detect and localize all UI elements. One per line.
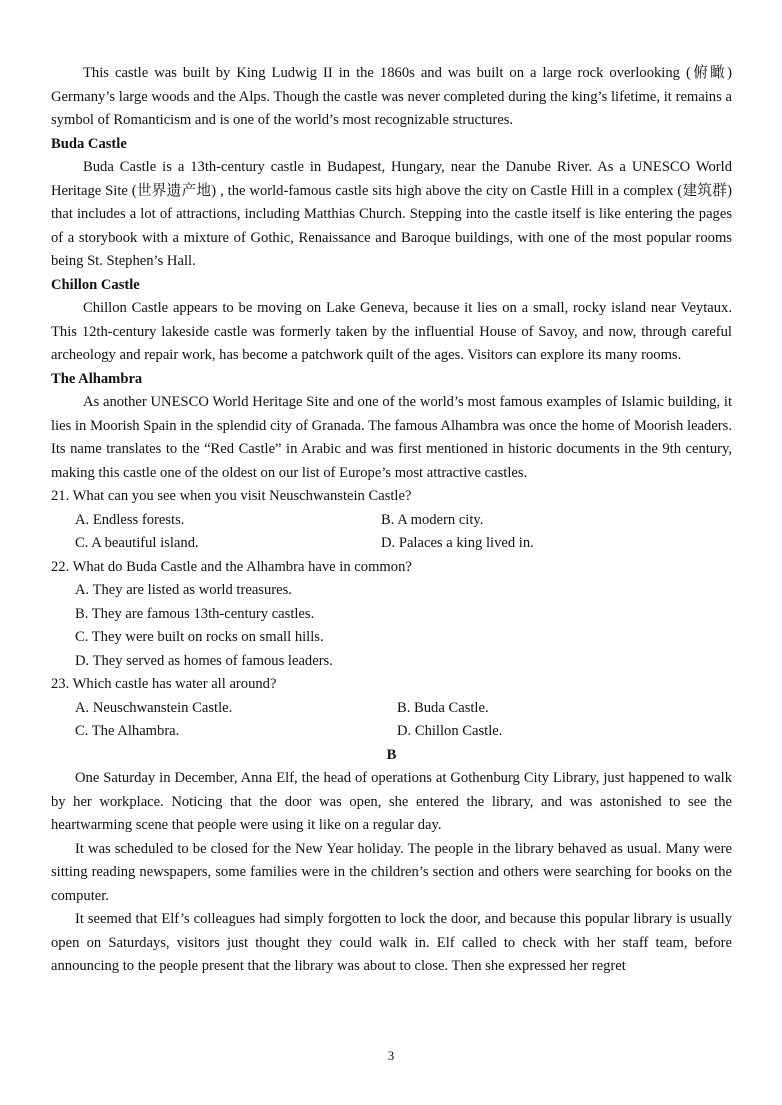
question-21-options	[51, 509, 732, 556]
option-23-d: D. Chillon Castle.	[397, 723, 503, 739]
page-number: 3	[387, 1048, 395, 1063]
section-text-chillon: Chillon Castle appears to be moving on Lake Geneva, because it lies on a small, rocky island near Veytaux. This 12th-century lakeside castle was formerly taken by the influential House of Savoy, and now, through careful archeology and repair work, has become a patchwork quilt of the ages. Visitors can explore its many rooms.	[51, 300, 732, 363]
section-text-buda: Buda Castle is a 13th-century castle in Budapest, Hungary, near the Danube River. As a UNESCO World Heritage Site (世界遗产地) , the world-famous castle sits high above the city on Castle Hill in a complex (建筑群) that includes a lot of attractions, including Matthias Church. Stepping into the castle itself is like entering the pages of a storybook with a mixture of Gothic, Renaissance and Baroque buildings, with one of the most popular rooms being St. Stephen’s Hall.	[51, 159, 732, 269]
question-23: 23. Which castle has water all around?	[51, 676, 277, 692]
section-text-alhambra: As another UNESCO World Heritage Site and one of the world’s most famous examples of Islamic building, it lies in Moorish Spain in the splendid city of Granada. The famous Alhambra was once the home of Moorish leaders. Its name translates to the “Red Castle” in Arabic and was first mentioned in historic documents in the 9th century, making this castle one of the oldest on our list of Europe’s most attractive castles.	[51, 394, 732, 481]
passage-b-letter: B	[386, 746, 397, 763]
question-22-options	[51, 579, 732, 673]
section-heading-buda: Buda Castle	[51, 135, 127, 152]
passage-b-paragraph-2: It was scheduled to be closed for the New Year holiday. The people in the library behaved as usual. Many were sitting reading newspapers, some families were in the children’s section and others were searching for books on the computer.	[51, 840, 732, 904]
option-23-a: A. Neuschwanstein Castle.	[75, 699, 233, 716]
passage-b-paragraph-1: One Saturday in December, Anna Elf, the head of operations at Gothenburg City Library, just happened to walk by her workplace. Noticing that the door was open, she entered the library, and was astonished to see the heartwarming scene that people were using it like on a regular day.	[51, 770, 732, 833]
passage-b-paragraph-3: It seemed that Elf’s colleagues had simply forgotten to lock the door, and because this popular library is usually open on Saturdays, visitors just thought they could walk in. Elf called to check with her staff team, before announcing to the people present that the library was about to close. Then she expressed her regret	[51, 911, 732, 974]
question-22: 22. What do Buda Castle and the Alhambra have in common?	[51, 558, 412, 575]
option-22-a: A. They are listed as world treasures.	[75, 582, 292, 598]
option-22-c: C. They were built on rocks on small hills.	[75, 629, 324, 645]
option-22-b: B. They are famous 13th-century castles.	[75, 605, 315, 622]
passage-a-intro: This castle was built by King Ludwig II in the 1860s and was built on a large rock overlooking (俯瞰) Germany’s large woods and the Alps. Though the castle was never completed during the king’s lifetime, it remains a symbol of Romanticism and is one of the world’s most recognizable structures.	[51, 65, 732, 128]
option-21-a: A. Endless forests.	[75, 511, 185, 528]
option-21-c: C. A beautiful island.	[75, 535, 199, 551]
option-23-b: B. Buda Castle.	[397, 699, 489, 716]
section-heading-chillon: Chillon Castle	[51, 276, 140, 293]
option-21-b: B. A modern city.	[381, 511, 484, 528]
option-21-d: D. Palaces a king lived in.	[381, 535, 534, 551]
option-23-c: C. The Alhambra.	[75, 723, 180, 739]
option-22-d: D. They served as homes of famous leaders.	[75, 652, 333, 669]
question-21: 21. What can you see when you visit Neuschwanstein Castle?	[51, 488, 412, 504]
section-heading-alhambra: The Alhambra	[51, 370, 143, 387]
question-23-options	[51, 697, 732, 744]
